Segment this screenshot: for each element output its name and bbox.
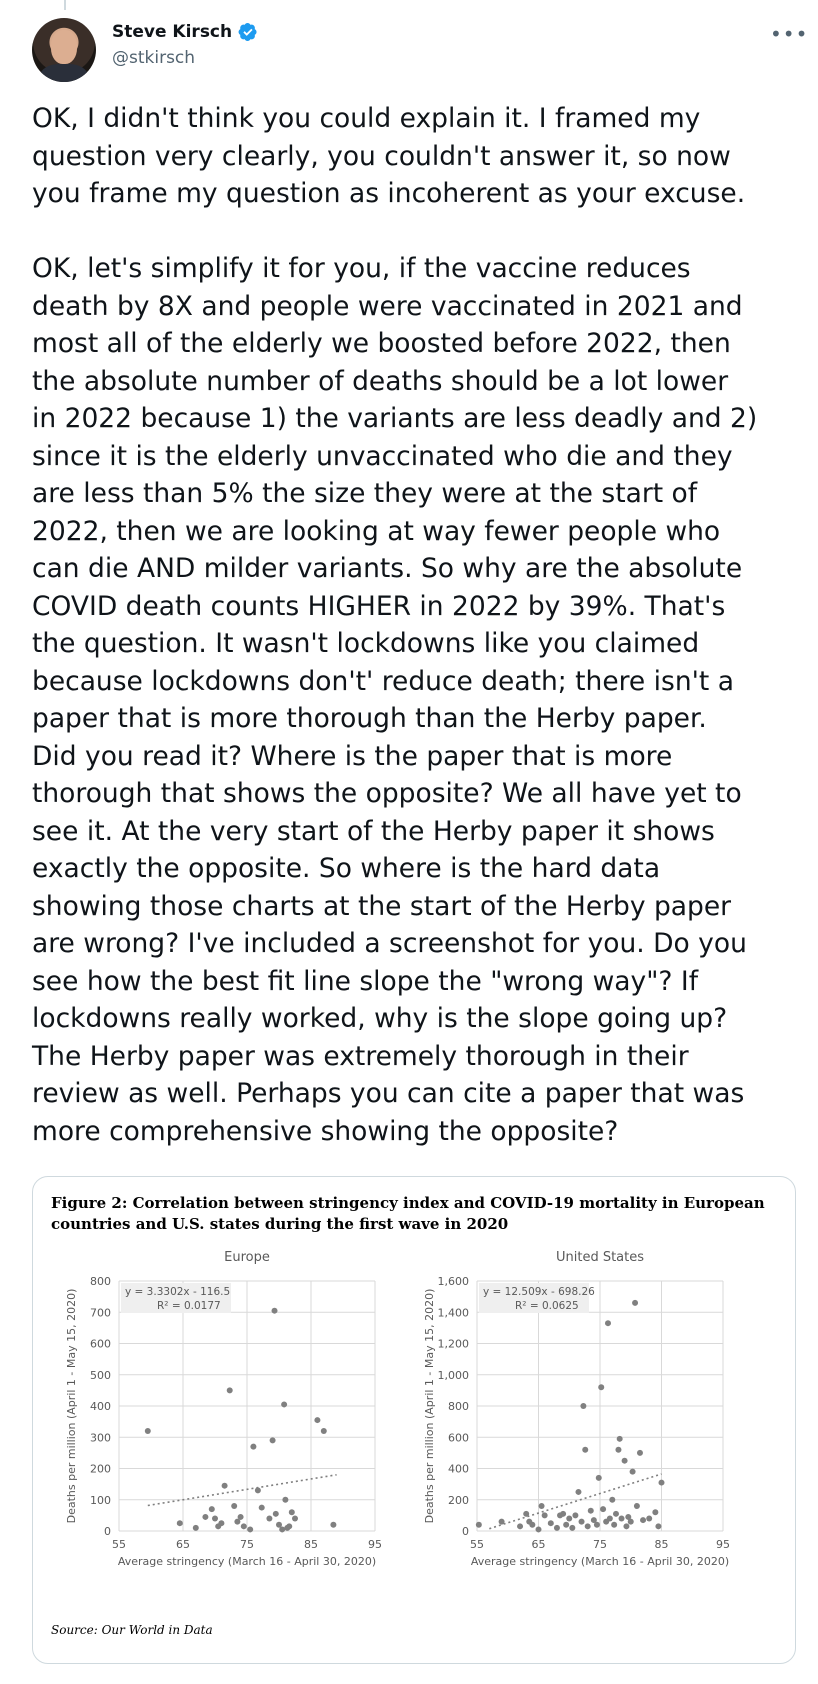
y-axis-label: Deaths per million (April 1 - May 15, 2020): [65, 1288, 78, 1524]
trendline: [489, 1474, 661, 1529]
y-tick-label: 500: [90, 1368, 111, 1382]
data-point: [282, 1497, 288, 1503]
data-point: [623, 1523, 629, 1529]
data-point: [539, 1503, 545, 1509]
data-point: [292, 1516, 298, 1522]
data-point: [227, 1387, 233, 1393]
data-point: [279, 1526, 285, 1532]
tweet-text-line: in 2022 because 1) the variants are less deadly and 2): [32, 403, 758, 434]
tweet-text-line: see how the best fit line slope the "wrong way"? If: [32, 965, 699, 997]
data-point: [238, 1514, 244, 1520]
y-tick-label: 200: [448, 1493, 469, 1507]
x-axis-label: Average stringency (March 16 - April 30, 2020): [117, 1555, 377, 1568]
data-point: [222, 1483, 228, 1489]
y-tick-label: 400: [448, 1462, 469, 1476]
data-point: [273, 1511, 279, 1517]
tweet-text-line: see it. At the very start of the Herby paper it shows: [32, 815, 715, 847]
avatar-shirt: [40, 64, 88, 82]
chart-panel-united-states: [423, 1250, 730, 1568]
tweet-text-line: can die AND milder variants. So why are the absolute: [32, 553, 743, 584]
data-point: [281, 1401, 287, 1407]
tweet-text-line: lockdowns really worked, why is the slope going up?: [32, 1003, 728, 1034]
tweet-text-line: the absolute number of deaths should be a lot lower: [32, 365, 729, 397]
y-tick-label: 800: [90, 1275, 111, 1288]
data-point: [330, 1522, 336, 1528]
tweet-text-line: showing those charts at the start of the Herby paper: [32, 890, 732, 922]
data-point: [637, 1450, 643, 1456]
y-tick-label: 200: [90, 1462, 111, 1476]
data-point: [579, 1519, 585, 1525]
more-icon[interactable]: •••: [770, 22, 809, 46]
data-point: [218, 1520, 224, 1526]
y-tick-label: 600: [448, 1431, 469, 1445]
data-point: [250, 1444, 256, 1450]
avatar-face: [51, 30, 77, 64]
data-point: [554, 1525, 560, 1531]
x-tick-label: 75: [240, 1538, 254, 1551]
data-point: [209, 1506, 215, 1512]
figure-charts: [33, 1237, 795, 1637]
data-point: [655, 1523, 661, 1529]
x-tick-label: 85: [654, 1538, 669, 1551]
figure-source: Source: Our World in Data: [51, 1623, 213, 1637]
data-point: [212, 1516, 218, 1522]
data-point: [145, 1428, 151, 1434]
tweet-text-line: are less than 5% the size they were at the start of: [32, 478, 698, 509]
data-point: [517, 1523, 523, 1529]
y-tick-label: 300: [90, 1431, 111, 1445]
data-point: [241, 1523, 247, 1529]
data-point: [640, 1517, 646, 1523]
tweet-text-line: most all of the elderly we boosted before 2022, then: [32, 328, 731, 359]
author-handle[interactable]: @stkirsch: [112, 48, 196, 68]
tweet-media-image[interactable]: [32, 1176, 796, 1664]
data-point: [609, 1497, 615, 1503]
tweet-text-line: since it is the elderly unvaccinated who die and they: [32, 440, 733, 472]
y-tick-label: 700: [90, 1306, 111, 1320]
y-tick-label: 400: [90, 1400, 111, 1413]
data-point: [270, 1437, 276, 1443]
y-tick-label: 100: [90, 1493, 111, 1507]
tweet-text-line: Did you read it? Where is the paper that is more: [32, 740, 673, 772]
trendline-equation: y = 3.3302x - 116.5: [125, 1286, 231, 1298]
trendline: [148, 1475, 337, 1506]
data-point: [499, 1519, 505, 1525]
data-point: [572, 1512, 578, 1518]
avatar[interactable]: [32, 18, 96, 82]
data-point: [622, 1458, 628, 1464]
trendline-r-squared: R² = 0.0177: [157, 1300, 221, 1312]
verified-badge-icon[interactable]: [238, 22, 258, 42]
data-point: [193, 1525, 199, 1531]
data-point: [231, 1503, 237, 1509]
y-tick-label: 1,200: [437, 1337, 469, 1351]
x-tick-label: 85: [304, 1538, 318, 1551]
data-point: [598, 1384, 604, 1390]
trendline-r-squared: R² = 0.0625: [515, 1300, 579, 1312]
data-point: [247, 1526, 253, 1532]
chart-title: Europe: [224, 1250, 270, 1265]
data-point: [569, 1525, 575, 1531]
data-point: [560, 1511, 566, 1517]
x-tick-label: 95: [716, 1538, 730, 1551]
data-point: [314, 1417, 320, 1423]
data-point: [585, 1523, 591, 1529]
data-point: [202, 1514, 208, 1520]
data-point: [582, 1447, 588, 1453]
data-point: [529, 1522, 535, 1528]
tweet-text-line: death by 8X and people were vaccinated in 2021 and: [32, 290, 743, 322]
data-point: [177, 1520, 183, 1526]
data-point: [548, 1520, 554, 1526]
tweet-text-line: question very clearly, you couldn't answer it, so now: [32, 140, 731, 172]
data-point: [594, 1522, 600, 1528]
tweet-text-line: exactly the opposite. So where is the hard data: [32, 853, 661, 884]
data-point: [646, 1516, 652, 1522]
y-tick-label: 1,000: [437, 1368, 469, 1382]
data-point: [563, 1522, 569, 1528]
x-tick-label: 55: [470, 1538, 484, 1551]
x-tick-label: 65: [531, 1538, 546, 1551]
author-name[interactable]: Steve Kirsch: [112, 22, 233, 42]
data-point: [659, 1480, 665, 1486]
tweet-text-line: paper that is more thorough than the Herby paper.: [32, 703, 707, 734]
tweet-text: [32, 100, 792, 1150]
x-tick-label: 95: [368, 1538, 382, 1551]
data-point: [619, 1516, 625, 1522]
data-point: [600, 1506, 606, 1512]
y-tick-label: 0: [104, 1525, 111, 1538]
y-axis-label: Deaths per million (April 1 - May 15, 2020): [423, 1288, 436, 1524]
data-point: [580, 1403, 586, 1409]
tweet-header: [0, 0, 818, 90]
data-point: [628, 1519, 634, 1525]
data-point: [617, 1436, 623, 1442]
tweet-text-line: are wrong? I've included a screenshot for you. Do you: [32, 928, 747, 959]
data-point: [289, 1509, 295, 1515]
tweet-text-line: 2022, then we are looking at way fewer people who: [32, 515, 721, 547]
chart-title: United States: [555, 1250, 645, 1265]
chart-panel-europe: [65, 1250, 382, 1568]
data-point: [607, 1516, 613, 1522]
data-point: [613, 1511, 619, 1517]
data-point: [272, 1308, 278, 1314]
data-point: [652, 1509, 658, 1515]
data-point: [566, 1516, 572, 1522]
figure-title: Figure 2: Correlation between stringency index and COVID-19 mortality in European countries and U.S. states during the first wave in 2020: [51, 1194, 765, 1233]
x-tick-label: 75: [593, 1538, 607, 1551]
data-point: [286, 1523, 292, 1529]
tweet-text-line: COVID death counts HIGHER in 2022 by 39%. That's: [32, 590, 726, 622]
tweet-text-line: The Herby paper was extremely thorough in their: [32, 1040, 689, 1072]
trendline-equation: y = 12.509x - 698.26: [483, 1286, 595, 1298]
tweet-text-line: OK, I didn't think you could explain it. I framed my: [32, 103, 701, 134]
y-tick-label: 800: [448, 1400, 469, 1413]
data-point: [588, 1508, 594, 1514]
data-point: [536, 1526, 542, 1532]
x-axis-label: Average stringency (March 16 - April 30, 2020): [470, 1555, 730, 1568]
tweet-text-line: more comprehensive showing the opposite?: [32, 1115, 619, 1147]
author-name-row: [112, 22, 258, 42]
data-point: [596, 1475, 602, 1481]
data-point: [615, 1447, 621, 1453]
y-tick-label: 1,600: [437, 1275, 469, 1288]
data-point: [630, 1469, 636, 1475]
data-point: [476, 1522, 482, 1528]
y-tick-label: 1,400: [437, 1306, 469, 1320]
x-tick-label: 65: [176, 1538, 190, 1551]
tweet-text-line: review as well. Perhaps you can cite a paper that was: [32, 1078, 745, 1109]
data-point: [575, 1489, 581, 1495]
data-point: [634, 1503, 640, 1509]
tweet-text-line: you frame my question as incoherent as your excuse.: [32, 178, 746, 209]
tweet-text-line: OK, let's simplify it for you, if the vaccine reduces: [32, 253, 691, 284]
data-point: [605, 1320, 611, 1326]
tweet-text-line: [32, 213, 792, 251]
tweet-text-line: because lockdowns don't' reduce death; there isn't a: [32, 665, 734, 697]
tweet-text-line: the question. It wasn't lockdowns like you claimed: [32, 628, 700, 659]
data-point: [321, 1428, 327, 1434]
data-point: [632, 1300, 638, 1306]
y-tick-label: 0: [462, 1525, 469, 1538]
tweet-text-line: thorough that shows the opposite? We all have yet to: [32, 778, 742, 809]
x-tick-label: 55: [112, 1538, 126, 1551]
data-point: [255, 1487, 261, 1493]
y-tick-label: 600: [90, 1337, 111, 1351]
data-point: [542, 1512, 548, 1518]
data-point: [611, 1522, 617, 1528]
data-point: [523, 1511, 529, 1517]
data-point: [259, 1505, 265, 1511]
data-point: [266, 1516, 272, 1522]
